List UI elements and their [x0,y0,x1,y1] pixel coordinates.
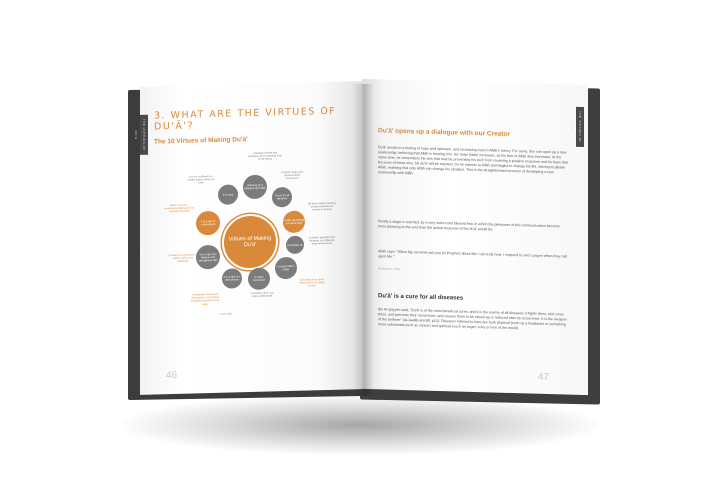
diagram-title: The 10 Virtues of Making Du'ā' [154,136,248,146]
left-chapter-tab [134,115,148,155]
quote: Allāh says: "When My servants ask you (O Prophet) about Me: I am truly near. I respond to one's prayer when they call upon Me." [378,249,567,259]
note-realisation: A realisation that leads one's goals, and desires are being answered from Allāh [190,292,220,306]
virtue-node-humbles: It humbles us [286,236,304,254]
right-tab-text: THE VIRTUES OF DU'A [570,110,582,143]
virtue-node-cure: A cure for all diseases [272,187,292,208]
right-chapter-tab [570,107,584,147]
note-not-confined: It is not confined to a certain place, person or time [187,174,215,185]
virtue-node-contentment: It is a sign of contentment [196,211,220,236]
chapter-heading: 3. WHAT ARE THE VIRTUES OF DU'Ā'? [154,105,337,133]
note-cure: It fights, cures and prevents their occurrence [281,170,303,181]
paragraph-dialogue: Du'ā' results in a feeling of hope and optimism, and increasing trust in Allāh's mercy. For some, this can open up a new relationship, believing that Allāh is hearing him. His īmān (faith) increases, as his love of Allāh also increases. At the same time, he remembers his sins that may be preventing his du'ā' from receiving a positive response and he fears that because of these sins, his du'ā' will be rejected. So he repents to Allāh and begins to change his life, striving to please Allāh, realising that only Allāh can change his situation. This is the straightforward process of developing a new relationship with Allāh. [378,145,568,176]
quote-reference: (al-Baqarah 2:186) [378,267,400,271]
virtue-node-anger: It repels Allāh's anger [275,257,297,280]
page-number-right: 47 [538,371,550,384]
note-optimism: It leads to an optimism of Allāh's mercy and blessings [168,253,198,264]
paragraph-stage: Finally a stage is reached, by a very select and blessed few, in which the pleasures of this communication become more pleasing to the soul than the actual response of the du'ā' would be. [378,219,560,232]
virtue-node-believer: It is a sign of a believer and strengthens faith [196,245,220,270]
diagram-center-node: Virtues of Making Du'ā' [222,213,278,270]
note-remembers: When a person remembers Allāh and is in worship and relief [164,203,194,214]
section-heading-dialogue: Du'ā' opens up a dialogue with our Creator [378,127,511,138]
book-gutter [352,84,374,396]
section-heading-cure: Du'ā' is a cure for all diseases [378,293,464,302]
left-page [134,81,362,395]
note-state: in the state [219,312,233,316]
left-tab-text: THE VIRTUES OF DU'A [134,118,146,151]
note-appeals: A distant appeals from increase our diligence and perseverance [309,235,335,246]
virtue-node-dialogue: Opening up a dialogue with Allāh [243,175,267,200]
note-stable: Be more stable having a strong inclination to remain in turning [308,201,336,212]
right-page [362,79,588,395]
virtue-node-misfortune: It repels misfortune [248,268,270,291]
virtue-node-adversity: It helps us manage our adversities [283,211,305,234]
page-number-left: 46 [166,369,178,382]
paragraph-cure: Ibn Al-Qayyim said, "Du'ā' is of the most beneficial cures, and it is the enemy of all diseases; it fights them, and cures them, and prevents their occurrence, and causes them to be raised up or reduced after its occurrence. It is the weapon of the believer" (al-Jawāb al-Kāfī, p10). Diseases referred to here are both physical (such as a headache or something more substantial such as cancer) and spiritual (such as anger, envy or love of the world). [378,307,567,331]
book-shadow [120,395,600,455]
note-descends: Du'ā' descends down when one is not made to him [299,278,325,288]
virtue-node-wise: It is a sign of a wise person [222,268,242,289]
note-repel: It answers du'ā' can repel a misfortune [250,291,274,299]
virtue-node-easy: It is easy [218,184,238,205]
note-hope: A feeling of hope and optimism and increasing trust in His mercy [248,151,282,162]
